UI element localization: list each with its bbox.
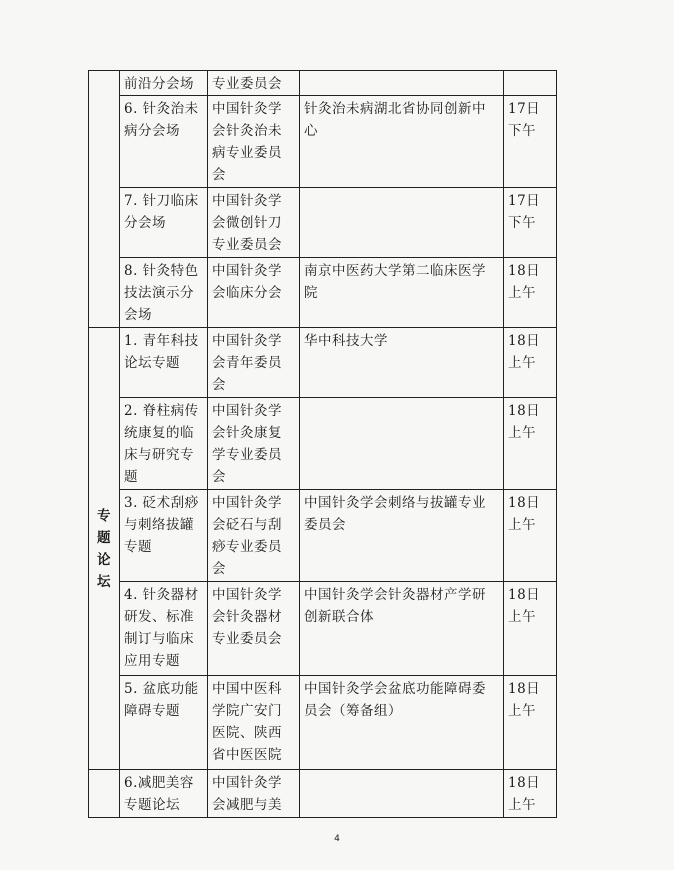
table-row <box>89 582 557 676</box>
session-cell: 8. 针灸特色技法演示分会场 <box>120 258 208 328</box>
session-cell: 2. 脊柱病传统康复的临床与研究专题 <box>120 398 208 490</box>
table-row <box>89 258 557 328</box>
session-cell: 4. 针灸器材研发、标准制订与临床应用专题 <box>120 582 208 676</box>
host-cell <box>300 770 504 818</box>
table-row <box>89 490 557 582</box>
category-cell <box>89 328 120 770</box>
category-label <box>89 505 119 593</box>
organizer-cell: 专业委员会 <box>208 71 300 96</box>
table-row <box>89 328 557 398</box>
host-cell <box>300 71 504 96</box>
category-cell-previous <box>89 71 120 328</box>
time-cell: 18日上午 <box>504 676 557 770</box>
host-cell: 中国针灸学会刺络与拔罐专业委员会 <box>300 490 504 582</box>
session-cell: 3. 砭术刮痧与刺络拔罐专题 <box>120 490 208 582</box>
session-cell: 6.减肥美容专题论坛 <box>120 770 208 818</box>
host-cell <box>300 398 504 490</box>
table-row <box>89 770 557 818</box>
table-row <box>89 71 557 96</box>
organizer-cell: 中国针灸学会针灸治未病专业委员会 <box>208 96 300 188</box>
organizer-cell: 中国针灸学会微创针刀专业委员会 <box>208 188 300 258</box>
session-cell: 5. 盆底功能障碍专题 <box>120 676 208 770</box>
schedule-table <box>88 70 557 818</box>
time-cell: 17日下午 <box>504 188 557 258</box>
host-cell: 华中科技大学 <box>300 328 504 398</box>
organizer-cell: 中国针灸学会减肥与美 <box>208 770 300 818</box>
host-cell: 针灸治未病湖北省协同创新中心 <box>300 96 504 188</box>
organizer-cell: 中国针灸学会砭石与刮痧专业委员会 <box>208 490 300 582</box>
category-char: 论 <box>97 551 111 568</box>
session-cell: 7. 针刀临床分会场 <box>120 188 208 258</box>
session-cell: 6. 针灸治未病分会场 <box>120 96 208 188</box>
organizer-cell: 中国针灸学会青年委员会 <box>208 328 300 398</box>
category-char: 坛 <box>97 573 111 590</box>
time-cell: 18日上午 <box>504 398 557 490</box>
session-cell: 1. 青年科技论坛专题 <box>120 328 208 398</box>
organizer-cell: 中国针灸学会针灸器材专业委员会 <box>208 582 300 676</box>
table-row <box>89 398 557 490</box>
organizer-cell: 中国针灸学会临床分会 <box>208 258 300 328</box>
table-row <box>89 96 557 188</box>
page-number: 4 <box>334 834 340 844</box>
time-cell: 18日上午 <box>504 582 557 676</box>
time-cell: 18日上午 <box>504 770 557 818</box>
time-cell: 17日下午 <box>504 96 557 188</box>
category-cell-next <box>89 770 120 818</box>
host-cell: 中国针灸学会盆底功能障碍委员会（筹备组） <box>300 676 504 770</box>
host-cell: 南京中医药大学第二临床医学院 <box>300 258 504 328</box>
time-cell: 18日上午 <box>504 490 557 582</box>
table-row <box>89 676 557 770</box>
time-cell: 18日上午 <box>504 258 557 328</box>
organizer-cell: 中国针灸学会针灸康复学专业委员会 <box>208 398 300 490</box>
table-row <box>89 188 557 258</box>
category-char: 题 <box>97 529 111 546</box>
time-cell <box>504 71 557 96</box>
organizer-cell: 中国中医科学院广安门医院、陕西省中医医院 <box>208 676 300 770</box>
session-cell: 前沿分会场 <box>120 71 208 96</box>
host-cell <box>300 188 504 258</box>
category-char: 专 <box>97 507 111 524</box>
time-cell: 18日上午 <box>504 328 557 398</box>
host-cell: 中国针灸学会针灸器材产学研创新联合体 <box>300 582 504 676</box>
